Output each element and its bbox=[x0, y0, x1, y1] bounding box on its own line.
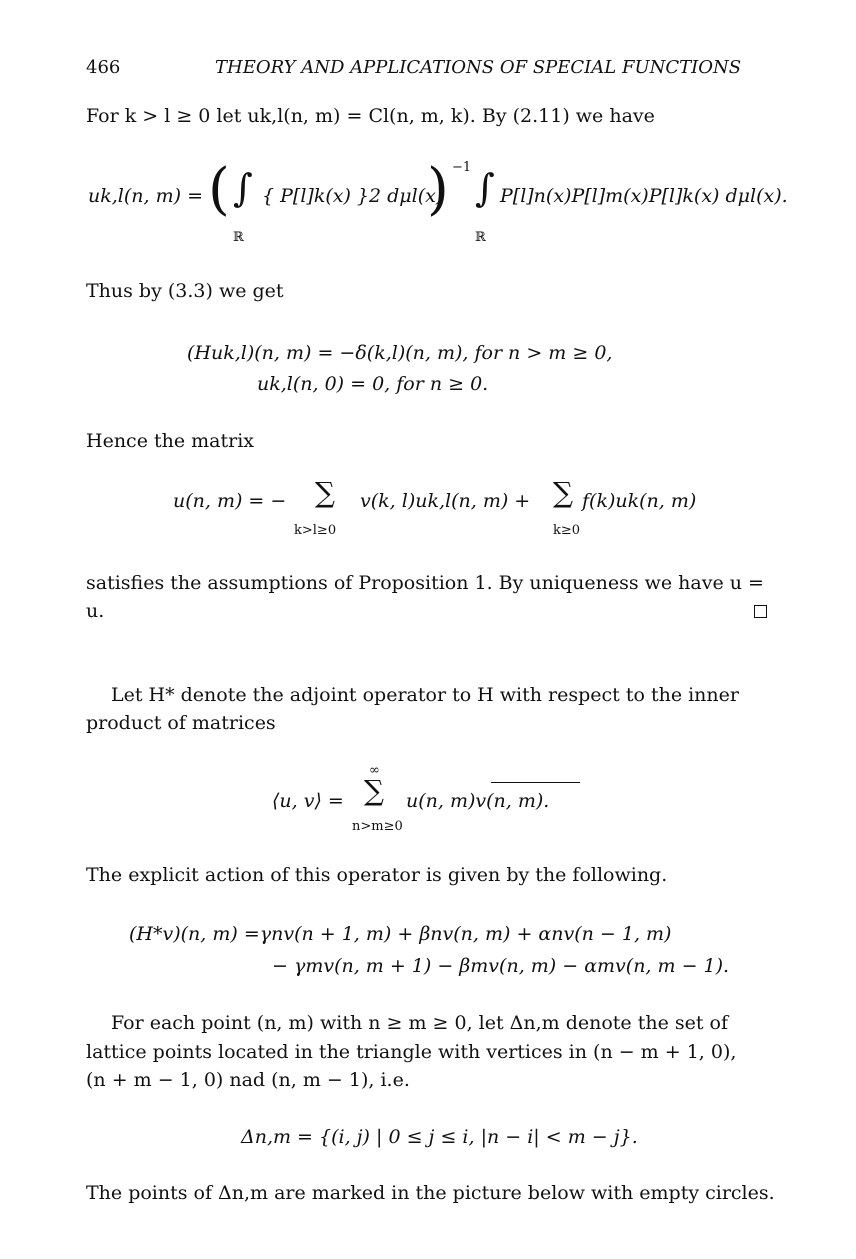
paragraph-thus: Thus by (3.3) we get bbox=[86, 280, 284, 302]
eq3-sum-sign-1: ∑ bbox=[315, 476, 335, 509]
paragraph-each-point-1: For each point (n, m) with n ≥ m ≥ 0, let Δn,m denote the set of bbox=[111, 1012, 728, 1034]
paragraph-satisfies-1: satisfies the assumptions of Proposition 1. By uniqueness we have u = bbox=[86, 572, 764, 594]
eq2-line2: uk,l(n, 0) = 0, for n ≥ 0. bbox=[257, 373, 489, 395]
eq1-integrand: P[l]n(x)P[l]m(x)P[l]k(x) dμl(x). bbox=[500, 185, 788, 207]
eq4-body: u(n, m)v(n, m). bbox=[406, 790, 550, 812]
eq3-term1: v(k, l)uk,l(n, m) + bbox=[360, 490, 531, 512]
eq3-lhs: u(n, m) = − bbox=[173, 490, 287, 512]
eq1-domain-1: ℝ bbox=[233, 230, 244, 245]
eq1-left-paren: ( bbox=[208, 157, 230, 222]
paragraph-hence: Hence the matrix bbox=[86, 430, 254, 452]
eq3-sum-sub-2: k≥0 bbox=[553, 523, 581, 538]
running-title: THEORY AND APPLICATIONS OF SPECIAL FUNCTIONS bbox=[215, 57, 742, 78]
eq4-lhs: ⟨u, v⟩ = bbox=[272, 790, 344, 812]
paragraph-points: The points of Δn,m are marked in the picture below with empty circles. bbox=[86, 1182, 775, 1204]
eq1-integral-sign-1: ∫ bbox=[233, 166, 253, 210]
qed-box-icon bbox=[754, 605, 767, 618]
eq1-integral-sign-2: ∫ bbox=[475, 166, 495, 210]
paragraph-adjoint-1: Let H* denote the adjoint operator to H with respect to the inner bbox=[111, 684, 739, 706]
eq4-conjugate-bar bbox=[491, 782, 580, 783]
eq4-sum-sign: ∑ bbox=[364, 774, 384, 807]
eq3-sum-sign-2: ∑ bbox=[553, 476, 573, 509]
eq5-line2: − γmv(n, m + 1) − βmv(n, m) − αmv(n, m − 1). bbox=[272, 955, 730, 977]
eq5-line1: (H*v)(n, m) =γnv(n + 1, m) + βnv(n, m) + αnv(n − 1, m) bbox=[129, 923, 672, 945]
eq3-sum-sub-1: k>l≥0 bbox=[294, 523, 337, 538]
eq1-exponent: −1 bbox=[452, 160, 472, 175]
paragraph-explicit: The explicit action of this operator is given by the following. bbox=[86, 864, 668, 886]
paragraph-each-point-3: (n + m − 1, 0) nad (n, m − 1), i.e. bbox=[86, 1069, 410, 1091]
eq1-lhs: uk,l(n, m) = bbox=[88, 185, 203, 207]
paragraph-satisfies-2: u. bbox=[86, 600, 105, 622]
paragraph-each-point-2: lattice points located in the triangle with vertices in (n − m + 1, 0), bbox=[86, 1041, 737, 1063]
eq1-inner-norm: { P[l]k(x) }2 dμl(x) bbox=[262, 185, 444, 207]
eq6-delta-set: Δn,m = {(i, j) | 0 ≤ j ≤ i, |n − i| < m − j}. bbox=[241, 1126, 638, 1148]
page-number: 466 bbox=[86, 57, 121, 78]
eq3-term2: f(k)uk(n, m) bbox=[582, 490, 697, 512]
eq1-right-paren: ) bbox=[427, 157, 449, 222]
paragraph-intro: For k > l ≥ 0 let uk,l(n, m) = Cl(n, m, k). By (2.11) we have bbox=[86, 105, 655, 127]
eq4-sub: n>m≥0 bbox=[352, 819, 403, 834]
eq2-line1: (Huk,l)(n, m) = −δ(k,l)(n, m), for n > m ≥ 0, bbox=[187, 342, 613, 364]
eq1-domain-2: ℝ bbox=[475, 230, 486, 245]
eq4-sup: ∞ bbox=[369, 763, 380, 778]
paragraph-adjoint-2: product of matrices bbox=[86, 712, 276, 734]
